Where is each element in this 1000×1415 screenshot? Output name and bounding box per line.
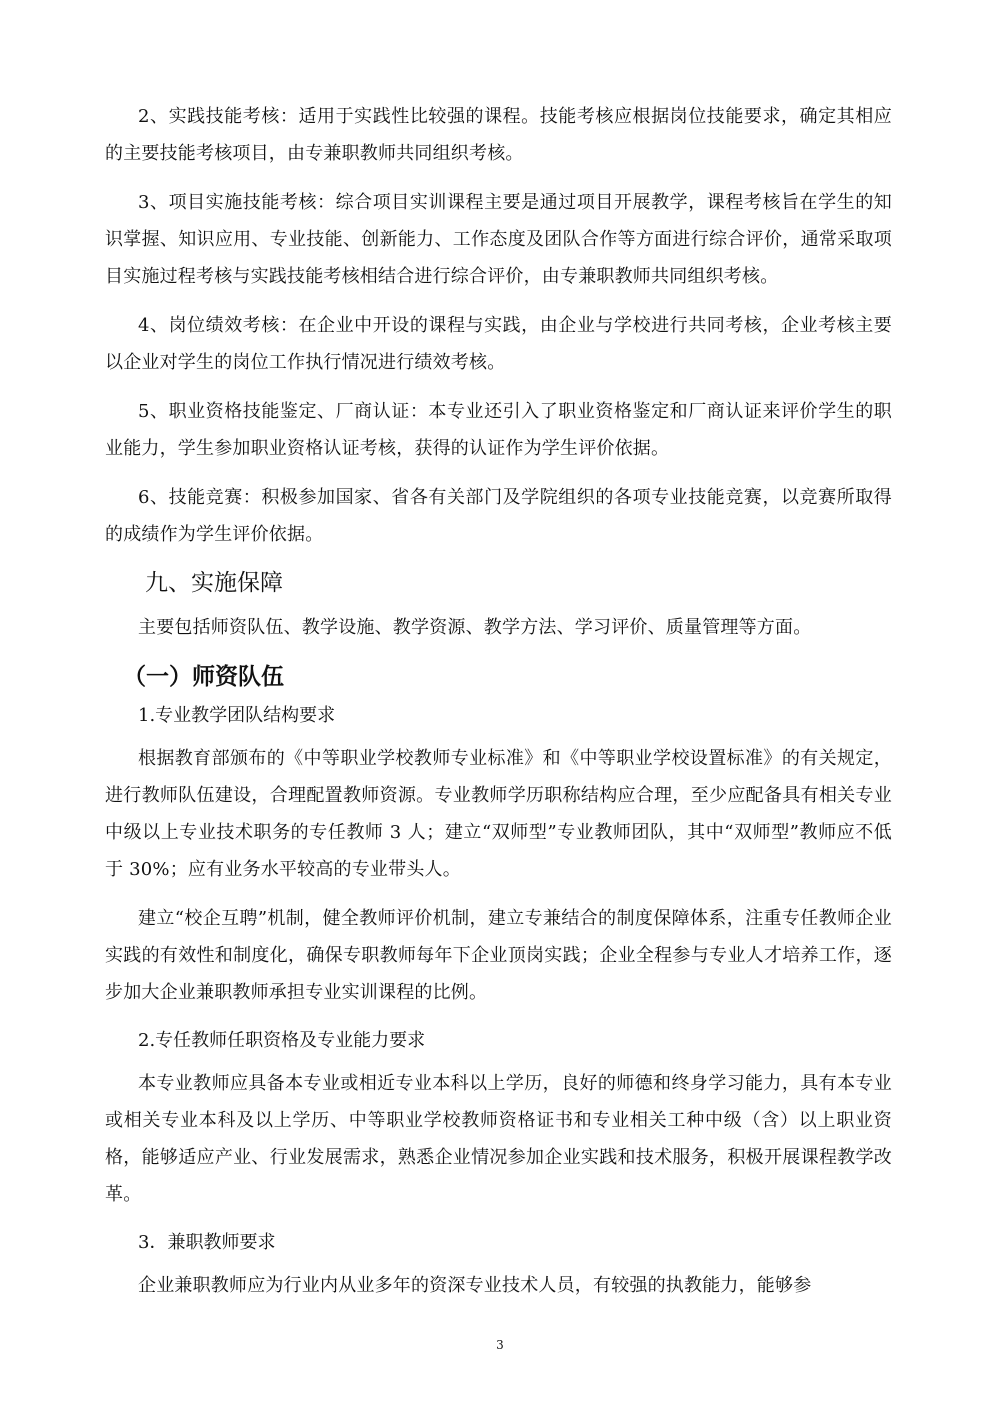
assessment-item-practical-skills: 2、实践技能考核：适用于实践性比较强的课程。技能考核应根据岗位技能要求，确定其相应的主要技能考核项目，由专兼职教师共同组织考核。 [105,106,892,164]
fulltime-teacher-title: 2.专任教师任职资格及专业能力要求 [138,1030,426,1051]
parttime-teacher-title: 3．兼职教师要求 [138,1232,276,1253]
subsection-heading-teaching-staff: （一）师资队伍 [123,664,284,690]
section-intro: 主要包括师资队伍、教学设施、教学资源、教学方法、学习评价、质量管理等方面。 [138,617,812,638]
section-heading-implementation-guarantee: 九、实施保障 [145,570,283,596]
assessment-item-certification: 5、职业资格技能鉴定、厂商认证：本专业还引入了职业资格鉴定和厂商认证来评价学生的职业能力，学生参加职业资格认证考核，获得的认证作为学生评价依据。 [105,401,892,459]
team-structure-title: 1.专业教学团队结构要求 [138,705,336,726]
team-structure-paragraph-1: 根据教育部颁布的《中等职业学校教师专业标准》和《中等职业学校设置标准》的有关规定，进行教师队伍建设，合理配置教师资源。专业教师学历职称结构应合理，至少应配备具有相关专业中级以上专业技术职务的专任教师 3 人；建立“双师型”专业教师团队，其中“双师型”教师应不低于 30%；应有业务水平较高的专业带头人。 [105,748,892,880]
assessment-item-skill-competition: 6、技能竞赛：积极参加国家、省各有关部门及学院组织的各项专业技能竞赛，以竞赛所取得的成绩作为学生评价依据。 [105,487,892,545]
page-number: 3 [496,1338,504,1352]
document-body [105,98,892,1316]
team-structure-paragraph-2: 建立“校企互聘”机制，健全教师评价机制，建立专兼结合的制度保障体系，注重专任教师企业实践的有效性和制度化，确保专职教师每年下企业顶岗实践；企业全程参与专业人才培养工作，逐步加大企业兼职教师承担专业实训课程的比例。 [105,908,892,1003]
parttime-teacher-paragraph: 企业兼职教师应为行业内从业多年的资深专业技术人员，有较强的执教能力，能够参 [138,1275,812,1296]
assessment-item-project-skills: 3、项目实施技能考核：综合项目实训课程主要是通过项目开展教学，课程考核旨在学生的知识掌握、知识应用、专业技能、创新能力、工作态度及团队合作等方面进行综合评价，通常采取项目实施过程考核与实践技能考核相结合进行综合评价，由专兼职教师共同组织考核。 [105,192,892,287]
assessment-item-job-performance: 4、岗位绩效考核：在企业中开设的课程与实践，由企业与学校进行共同考核，企业考核主要以企业对学生的岗位工作执行情况进行绩效考核。 [105,315,892,373]
fulltime-teacher-paragraph: 本专业教师应具备本专业或相近专业本科以上学历，良好的师德和终身学习能力，具有本专业或相关专业本科及以上学历、中等职业学校教师资格证书和专业相关工种中级（含）以上职业资格，能够适应产业、行业发展需求，熟悉企业情况参加企业实践和技术服务，积极开展课程教学改革。 [105,1073,892,1205]
